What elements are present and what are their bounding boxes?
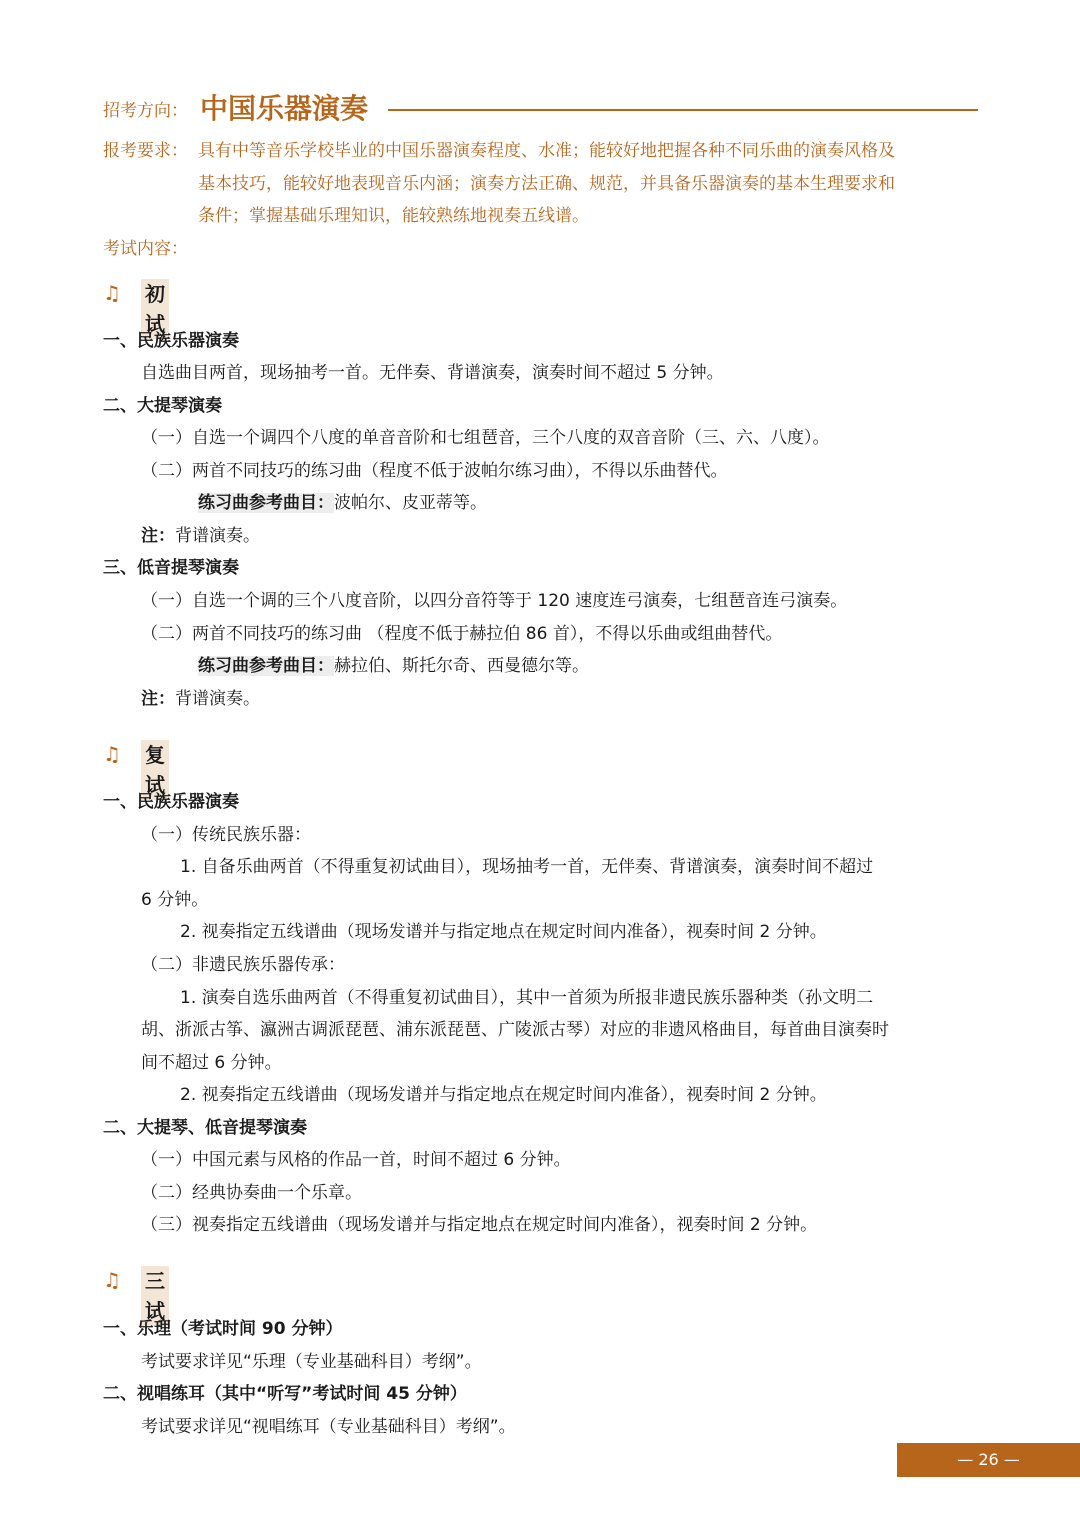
r1-s1-title: 一、民族乐器演奏 [103, 331, 239, 351]
requirement-line-1: 具有中等音乐学校毕业的中国乐器演奏程度、水准；能较好地把握各种不同乐曲的演奏风格及 [198, 141, 895, 161]
r1-s2-title: 二、大提琴演奏 [103, 396, 222, 416]
r2-s2-item3: （三）视奏指定五线谱曲（现场发谱并与指定地点在规定时间内准备），视奏时间 2 分钟。 [141, 1215, 818, 1235]
r3-s1-title: 一、乐理（考试时间 90 分钟） [103, 1319, 343, 1339]
r1-s3-note [141, 684, 260, 709]
r1-s3-ref-label: 练习曲参考曲目： [198, 656, 334, 676]
r2-s1-sub2: （二）非遗民族乐器传承： [141, 955, 345, 975]
requirement-line-2: 基本技巧，能较好地表现音乐内涵；演奏方法正确、规范，并具备乐器演奏的基本生理要求和 [198, 174, 895, 194]
content-label: 考试内容： [103, 239, 188, 259]
r1-s3-ref [198, 651, 589, 676]
r2-s2-title: 二、大提琴、低音提琴演奏 [103, 1118, 307, 1138]
r3-s2-title: 二、视唱练耳（其中“听写”考试时间 45 分钟） [103, 1384, 467, 1404]
page-number: — 26 — [897, 1443, 1080, 1477]
r1-s2-item2: （二）两首不同技巧的练习曲（程度不低于波帕尔练习曲），不得以乐曲替代。 [141, 461, 728, 481]
music-note-icon: ♫ [103, 1268, 121, 1292]
r2-s2-item1: （一）中国元素与风格的作品一首，时间不超过 6 分钟。 [141, 1150, 571, 1170]
music-note-icon: ♫ [103, 742, 121, 766]
r1-s3-note-value: 背谱演奏。 [175, 689, 260, 709]
r2-s1-sub1-item2: 2. 视奏指定五线谱曲（现场发谱并与指定地点在规定时间内准备），视奏时间 2 分钟。 [180, 922, 827, 942]
r1-s3-title: 三、低音提琴演奏 [103, 558, 239, 578]
r1-s3-item2: （二）两首不同技巧的练习曲 （程度不低于赫拉伯 86 首），不得以乐曲或组曲替代。 [141, 624, 783, 644]
section-title-round1: 初试 [141, 279, 169, 339]
direction-label: 招考方向： [103, 101, 188, 121]
r2-s1-sub1: （一）传统民族乐器： [141, 825, 311, 845]
r1-s2-item1: （一）自选一个调四个八度的单音音阶和七组琶音，三个八度的双音音阶（三、六、八度）。 [141, 428, 830, 448]
r1-s2-ref [198, 488, 487, 513]
requirement-line-3: 条件；掌握基础乐理知识，能较熟练地视奏五线谱。 [198, 206, 589, 226]
r1-s3-note-label: 注： [141, 689, 175, 709]
r1-s2-ref-label: 练习曲参考曲目： [198, 493, 334, 513]
r2-s1-sub1-item1-line1: 1. 自备乐曲两首（不得重复初试曲目），现场抽考一首，无伴奏、背谱演奏，演奏时间不超过 [180, 857, 874, 877]
r2-s1-sub2-item1-line1: 1. 演奏自选乐曲两首（不得重复初试曲目），其中一首须为所报非遗民族乐器种类（孙文明二 [180, 988, 874, 1008]
r3-s2-text: 考试要求详见“视唱练耳（专业基础科目）考纲”。 [141, 1417, 516, 1437]
section-title-round3: 三试 [141, 1266, 169, 1326]
r2-s1-sub2-item2: 2. 视奏指定五线谱曲（现场发谱并与指定地点在规定时间内准备），视奏时间 2 分钟。 [180, 1085, 827, 1105]
r1-s2-ref-value: 波帕尔、皮亚蒂等。 [334, 493, 487, 513]
r2-s1-title: 一、民族乐器演奏 [103, 792, 239, 812]
r1-s3-item1: （一）自选一个调的三个八度音阶，以四分音符等于 120 速度连弓演奏，七组琶音连弓演奏。 [141, 591, 848, 611]
requirement-label: 报考要求： [103, 141, 188, 161]
r2-s1-sub2-item1-line3: 间不超过 6 分钟。 [141, 1053, 282, 1073]
r3-s1-text: 考试要求详见“乐理（专业基础科目）考纲”。 [141, 1352, 482, 1372]
r1-s2-note [141, 521, 260, 546]
section-title-round2: 复试 [141, 740, 169, 800]
r1-s1-text: 自选曲目两首，现场抽考一首。无伴奏、背谱演奏，演奏时间不超过 5 分钟。 [141, 363, 724, 383]
r1-s2-note-value: 背谱演奏。 [175, 526, 260, 546]
title-rule-divider [388, 109, 978, 111]
r1-s3-ref-value: 赫拉伯、斯托尔奇、西曼德尔等。 [334, 656, 589, 676]
r2-s1-sub1-item1-line2: 6 分钟。 [141, 890, 209, 910]
page-title: 中国乐器演奏 [200, 92, 369, 125]
music-note-icon: ♫ [103, 281, 121, 305]
r1-s2-note-label: 注： [141, 526, 175, 546]
r2-s1-sub2-item1-line2: 胡、浙派古筝、瀛洲古调派琵琶、浦东派琵琶、广陵派古琴）对应的非遗风格曲目，每首曲目演奏时 [141, 1020, 889, 1040]
r2-s2-item2: （二）经典协奏曲一个乐章。 [141, 1183, 362, 1203]
